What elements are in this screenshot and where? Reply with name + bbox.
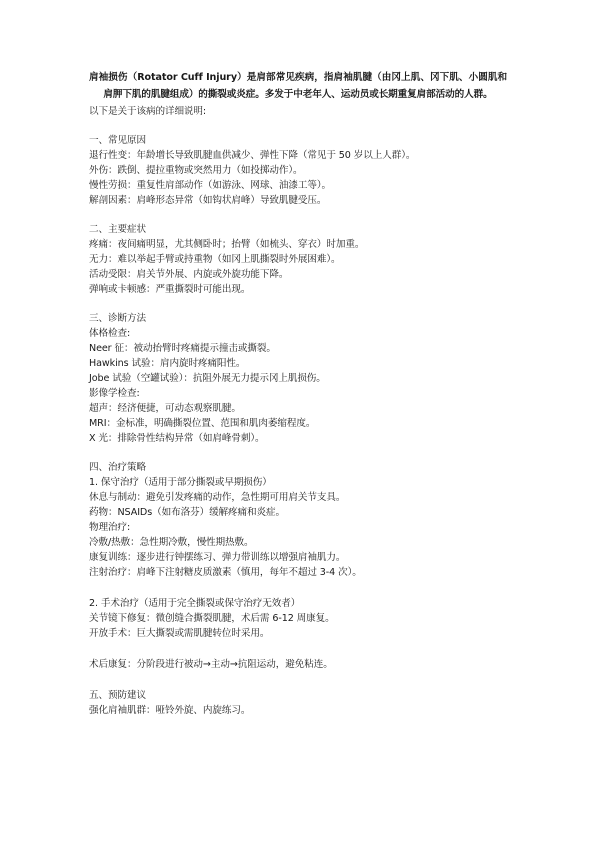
list-item: 外伤：跌倒、提拉重物或突然用力（如投掷动作）。: [89, 165, 303, 176]
document-body: [89, 70, 507, 718]
section-heading-prevention: 五、预防建议: [89, 690, 146, 701]
list-item: 关节镜下修复：微创缝合撕裂肌腱，术后需 6-12 周康复。: [89, 613, 335, 624]
list-item: X 光：排除骨性结构异常（如肩峰骨刺）。: [89, 433, 265, 444]
list-item: 退行性变：年龄增长导致肌腱血供减少、弹性下降（常见于 50 岁以上人群）。: [89, 150, 416, 161]
list-item: 物理治疗:: [89, 522, 131, 533]
section-heading-causes: 一、常见原因: [89, 135, 146, 146]
list-item: Hawkins 试验：肩内旋时疼痛阳性。: [89, 358, 246, 369]
subheading-conservative: 1. 保守治疗（适用于部分撕裂或早期损伤）: [89, 477, 272, 488]
list-item: 疼痛：夜间痛明显，尤其侧卧时；抬臂（如梳头、穿衣）时加重。: [89, 239, 365, 250]
list-item: 注射治疗：肩峰下注射糖皮质激素（慎用，每年不超过 3-4 次）。: [89, 567, 362, 578]
section-heading-treatment: 四、治疗策略: [89, 462, 146, 473]
list-item: 影像学检查:: [89, 388, 140, 399]
list-item: 慢性劳损：重复性肩部动作（如游泳、网球、油漆工等）。: [89, 180, 332, 191]
list-item: Jobe 试验（空罐试验）：抗阻外展无力提示冈上肌损伤。: [89, 373, 326, 384]
list-item: 药物：NSAIDs（如布洛芬）缓解疼痛和炎症。: [89, 507, 286, 518]
list-item: 无力：难以举起手臂或持重物（如冈上肌撕裂时外展困难）。: [89, 254, 341, 265]
section-heading-diagnosis: 三、诊断方法: [89, 313, 146, 324]
list-item: 弹响或卡顿感：严重撕裂时可能出现。: [89, 284, 251, 295]
list-item: MRI：金标准，明确撕裂位置、范围和肌肉萎缩程度。: [89, 418, 316, 429]
list-item: 开放手术：巨大撕裂或需肌腱转位时采用。: [89, 628, 270, 639]
list-item: Neer 征：被动抬臂时疼痛提示撞击或撕裂。: [89, 343, 276, 354]
list-item: 冷敷/热敷：急性期冷敷，慢性期热敷。: [89, 537, 254, 548]
list-item: 活动受限：肩关节外展、内旋或外旋功能下降。: [89, 269, 289, 280]
list-item: 康复训练：逐步进行钟摆练习、弹力带训练以增强肩袖肌力。: [89, 552, 346, 563]
rehab-text: 术后康复：分阶段进行被动→主动→抗阻运动，避免粘连。: [89, 659, 333, 670]
list-item: 休息与制动：避免引发疼痛的动作，急性期可用肩关节支具。: [89, 492, 346, 503]
list-item: 体格检查:: [89, 328, 131, 339]
list-item: 强化肩袖肌群：哑铃外旋、内旋练习。: [89, 705, 251, 716]
list-item: 超声：经济便捷，可动态观察肌腱。: [89, 403, 241, 414]
subheading-surgical: 2. 手术治疗（适用于完全撕裂或保守治疗无效者）: [89, 598, 301, 609]
intro-paragraph: 肩袖损伤（Rotator Cuff Injury）是肩部常见疾病，指肩袖肌腱（由冈上肌、冈下肌、小圆肌和肩胛下肌的肌腱组成）的撕裂或炎症。多发于中老年人、运动员或长期重复肩部活动的人群。: [89, 72, 507, 100]
lead-text: 以下是关于该病的详细说明:: [89, 106, 207, 117]
section-heading-symptoms: 二、主要症状: [89, 224, 146, 235]
list-item: 解剖因素：肩峰形态异常（如钩状肩峰）导致肌腱受压。: [89, 195, 327, 206]
